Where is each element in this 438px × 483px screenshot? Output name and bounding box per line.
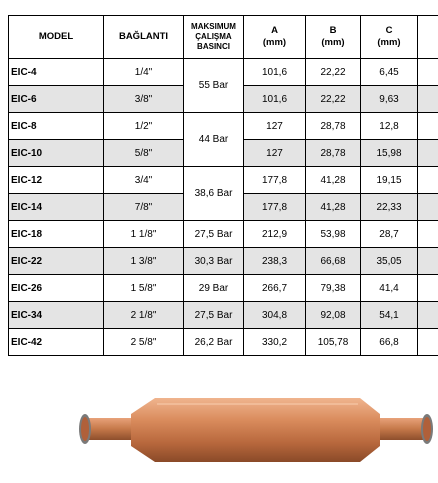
a-cell: 127 xyxy=(244,113,306,140)
b-cell: 105,78 xyxy=(306,329,361,356)
model-cell: EIC-26 xyxy=(9,275,104,302)
model-cell: EIC-18 xyxy=(9,221,104,248)
empty-cell xyxy=(418,302,438,329)
pressure-cell: 30,3 Bar xyxy=(184,248,244,275)
table-row xyxy=(9,167,438,194)
pressure-cell: 26,2 Bar xyxy=(184,329,244,356)
table-row xyxy=(9,221,438,248)
b-cell: 92,08 xyxy=(306,302,361,329)
connection-cell: 3/4" xyxy=(104,167,184,194)
connection-cell: 2 5/8" xyxy=(104,329,184,356)
model-cell: EIC-4 xyxy=(9,59,104,86)
model-cell: EIC-6 xyxy=(9,86,104,113)
pressure-cell: 27,5 Bar xyxy=(184,302,244,329)
c-cell: 9,63 xyxy=(361,86,418,113)
b-cell: 41,28 xyxy=(306,194,361,221)
model-cell: EIC-8 xyxy=(9,113,104,140)
model-cell: EIC-10 xyxy=(9,140,104,167)
model-cell: EIC-22 xyxy=(9,248,104,275)
b-cell: 22,22 xyxy=(306,86,361,113)
c-cell: 19,15 xyxy=(361,167,418,194)
vibration-eliminator-image xyxy=(75,390,438,470)
model-cell: EIC-12 xyxy=(9,167,104,194)
table-row xyxy=(9,329,438,356)
pressure-cell: 38,6 Bar xyxy=(184,167,244,221)
pressure-cell: 29 Bar xyxy=(184,275,244,302)
a-cell: 127 xyxy=(244,140,306,167)
b-cell: 28,78 xyxy=(306,113,361,140)
c-cell: 22,33 xyxy=(361,194,418,221)
b-cell: 22,22 xyxy=(306,59,361,86)
header-b xyxy=(306,16,361,59)
c-cell: 54,1 xyxy=(361,302,418,329)
table-row xyxy=(9,248,438,275)
header-pressure-line1: MAKSIMUM xyxy=(191,22,236,31)
header-connection: BAĞLANTI xyxy=(104,16,184,59)
header-empty xyxy=(418,16,438,59)
table-row xyxy=(9,275,438,302)
a-cell: 177,8 xyxy=(244,194,306,221)
table-row xyxy=(9,113,438,140)
b-cell: 41,28 xyxy=(306,167,361,194)
pressure-cell: 55 Bar xyxy=(184,59,244,113)
empty-cell xyxy=(418,86,438,113)
header-model: MODEL xyxy=(9,16,104,59)
c-cell: 28,7 xyxy=(361,221,418,248)
pressure-cell: 44 Bar xyxy=(184,113,244,167)
c-cell: 35,05 xyxy=(361,248,418,275)
c-cell: 6,45 xyxy=(361,59,418,86)
b-cell: 53,98 xyxy=(306,221,361,248)
model-cell: EIC-42 xyxy=(9,329,104,356)
header-a xyxy=(244,16,306,59)
a-cell: 330,2 xyxy=(244,329,306,356)
header-b-label: B xyxy=(329,25,337,36)
c-cell: 12,8 xyxy=(361,113,418,140)
header-row xyxy=(9,16,438,59)
connection-cell: 1/2" xyxy=(104,113,184,140)
connection-cell: 2 1/8" xyxy=(104,302,184,329)
empty-cell xyxy=(418,167,438,194)
connection-cell: 5/8" xyxy=(104,140,184,167)
right-end-fitting xyxy=(380,414,433,444)
empty-cell xyxy=(418,113,438,140)
connection-cell: 1 1/8" xyxy=(104,221,184,248)
header-c xyxy=(361,16,418,59)
empty-cell xyxy=(418,248,438,275)
empty-cell xyxy=(418,59,438,86)
header-c-unit: (mm) xyxy=(377,37,401,48)
header-pressure-line2: ÇALIŞMA xyxy=(195,32,232,41)
a-cell: 101,6 xyxy=(244,86,306,113)
pressure-cell: 27,5 Bar xyxy=(184,221,244,248)
connection-cell: 1 5/8" xyxy=(104,275,184,302)
spec-table xyxy=(8,15,438,356)
b-cell: 79,38 xyxy=(306,275,361,302)
b-cell: 66,68 xyxy=(306,248,361,275)
a-cell: 177,8 xyxy=(244,167,306,194)
c-cell: 15,98 xyxy=(361,140,418,167)
header-b-unit: (mm) xyxy=(321,37,345,48)
table-row xyxy=(9,59,438,86)
model-cell: EIC-34 xyxy=(9,302,104,329)
a-cell: 238,3 xyxy=(244,248,306,275)
connection-cell: 1/4" xyxy=(104,59,184,86)
connection-cell: 7/8" xyxy=(104,194,184,221)
a-cell: 304,8 xyxy=(244,302,306,329)
empty-cell xyxy=(418,194,438,221)
table-row xyxy=(9,302,438,329)
c-cell: 41,4 xyxy=(361,275,418,302)
header-max-pressure xyxy=(184,16,244,59)
connection-cell: 3/8" xyxy=(104,86,184,113)
header-pressure-line3: BASINCI xyxy=(197,42,230,51)
connection-cell: 1 3/8" xyxy=(104,248,184,275)
header-a-unit: (mm) xyxy=(262,37,287,48)
empty-cell xyxy=(418,221,438,248)
a-cell: 212,9 xyxy=(244,221,306,248)
a-cell: 266,7 xyxy=(244,275,306,302)
header-c-label: C xyxy=(385,25,393,36)
empty-cell xyxy=(418,140,438,167)
header-a-label: A xyxy=(271,25,278,36)
empty-cell xyxy=(418,275,438,302)
b-cell: 28,78 xyxy=(306,140,361,167)
braided-body xyxy=(131,398,380,462)
empty-cell xyxy=(418,329,438,356)
c-cell: 66,8 xyxy=(361,329,418,356)
a-cell: 101,6 xyxy=(244,59,306,86)
model-cell: EIC-14 xyxy=(9,194,104,221)
left-end-fitting xyxy=(79,414,131,444)
